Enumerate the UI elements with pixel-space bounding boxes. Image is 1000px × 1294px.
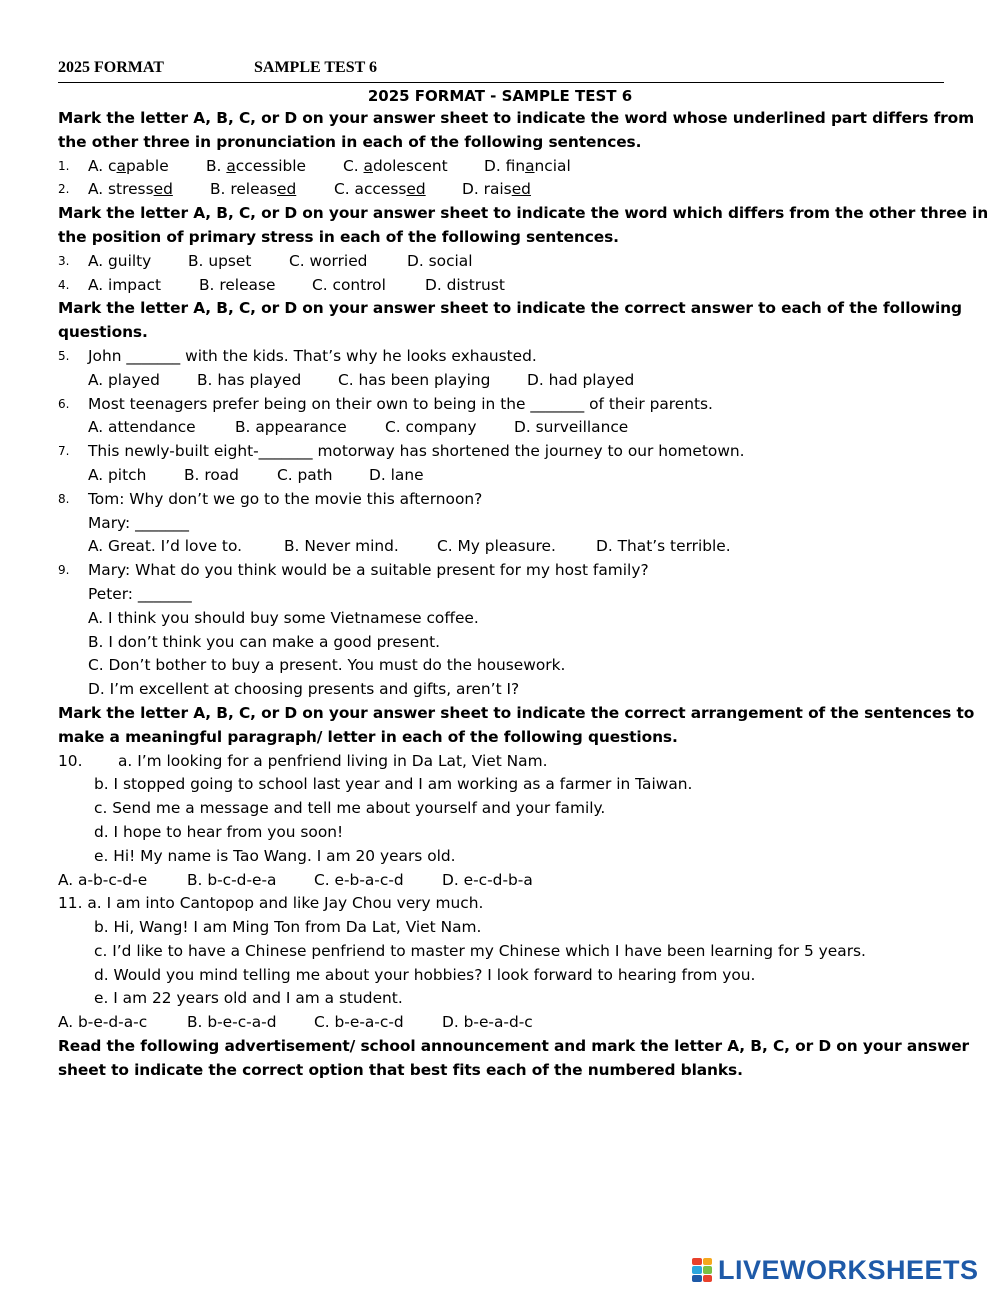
- option-c[interactable]: C. adolescent: [343, 156, 448, 175]
- question-stem: Tom: Why don’t we go to the movie this afternoon?: [88, 489, 483, 508]
- option-c[interactable]: C. has been playing: [338, 370, 491, 389]
- question-11-options: [58, 1011, 948, 1035]
- instruction-correct-answer: Mark the letter A, B, C, or D on your answer sheet to indicate the correct answer to each of the following: [58, 299, 962, 318]
- question-9-option-d: [58, 678, 948, 702]
- option-a[interactable]: A. b-e-d-a-c: [58, 1013, 148, 1032]
- option-a[interactable]: A. Great. I’d love to.: [88, 537, 243, 556]
- option-d[interactable]: D. financial: [484, 156, 571, 175]
- question-number: 5.: [58, 348, 70, 363]
- option-b[interactable]: B. I don’t think you can make a good present.: [88, 632, 441, 651]
- question-2: [58, 178, 948, 202]
- option-b[interactable]: B. has played: [197, 370, 302, 389]
- option-c[interactable]: C. My pleasure.: [437, 537, 556, 556]
- question-3: [58, 250, 948, 274]
- option-c[interactable]: C. Don’t bother to buy a present. You must do the housework.: [88, 656, 566, 675]
- instruction-stress-cont: the position of primary stress in each of the following sentences.: [58, 227, 619, 246]
- question-9-option-b: [58, 631, 948, 655]
- question-number: 2.: [58, 182, 70, 197]
- option-d[interactable]: D. raised: [462, 180, 531, 199]
- sentence-c: c. I’d like to have a Chinese penfriend to master my Chinese which I have been learning for 5 years.: [94, 941, 866, 960]
- option-b[interactable]: B. b-e-c-a-d: [187, 1013, 277, 1032]
- option-a[interactable]: A. attendance: [88, 418, 196, 437]
- question-stem: John _______ with the kids. That’s why he looks exhausted.: [88, 346, 537, 365]
- question-number: 1.: [58, 158, 70, 173]
- option-c[interactable]: C. accessed: [334, 180, 426, 199]
- logo-tile: [692, 1266, 702, 1273]
- option-b[interactable]: B. released: [210, 180, 297, 199]
- option-d[interactable]: D. I’m excellent at choosing presents and gifts, aren’t I?: [88, 680, 520, 699]
- option-d[interactable]: D. e-c-d-b-a: [442, 870, 533, 889]
- question-11-sentence-d: [58, 964, 948, 988]
- question-10: [58, 750, 948, 774]
- question-9: [58, 559, 948, 583]
- option-d[interactable]: D. lane: [369, 465, 424, 484]
- option-c[interactable]: C. b-e-a-c-d: [314, 1013, 404, 1032]
- option-b[interactable]: B. appearance: [235, 418, 347, 437]
- liveworksheets-logo[interactable]: [692, 1256, 979, 1284]
- option-a[interactable]: A. guilty: [88, 251, 152, 270]
- sentence-c: c. Send me a message and tell me about yourself and your family.: [94, 799, 606, 818]
- question-number: 6.: [58, 396, 70, 411]
- option-c[interactable]: C. worried: [289, 251, 368, 270]
- option-a[interactable]: A. impact: [88, 275, 162, 294]
- question-10-options: [58, 869, 948, 893]
- question-9-reply: [58, 583, 948, 607]
- logo-tile: [703, 1258, 713, 1265]
- question-8-options: [58, 535, 948, 559]
- option-a[interactable]: A. capable: [88, 156, 169, 175]
- option-a[interactable]: A. a-b-c-d-e: [58, 870, 148, 889]
- question-7-options: [58, 464, 948, 488]
- option-b[interactable]: B. release: [199, 275, 276, 294]
- document-body: [58, 107, 989, 1083]
- question-stem: Most teenagers prefer being on their own to being in the _______ of their parents.: [88, 394, 713, 413]
- option-b[interactable]: B. Never mind.: [284, 537, 399, 556]
- option-d[interactable]: D. distrust: [425, 275, 505, 294]
- sentence-d: d. Would you mind telling me about your hobbies? I look forward to hearing from you.: [94, 965, 756, 984]
- question-number: 9.: [58, 563, 70, 578]
- header-format: 2025 FORMAT: [58, 59, 164, 76]
- option-d[interactable]: D. had played: [527, 370, 635, 389]
- question-7: [58, 440, 948, 464]
- question-5-options: [58, 369, 948, 393]
- question-5: [58, 345, 948, 369]
- option-b[interactable]: B. upset: [188, 251, 252, 270]
- option-d[interactable]: D. social: [407, 251, 473, 270]
- option-d[interactable]: D. b-e-a-d-c: [442, 1013, 533, 1032]
- document-title: 2025 FORMAT - SAMPLE TEST 6: [367, 87, 633, 105]
- sentence-a: 11. a. I am into Cantopop and like Jay Chou very much.: [58, 894, 484, 913]
- option-a[interactable]: A. stressed: [88, 180, 173, 199]
- question-number: 3.: [58, 253, 70, 268]
- question-number: 4.: [58, 277, 70, 292]
- instruction-pronunciation: Mark the letter A, B, C, or D on your answer sheet to indicate the word whose underlined part differs from: [58, 109, 975, 127]
- option-c[interactable]: C. control: [312, 275, 386, 294]
- option-d[interactable]: D. That’s terrible.: [596, 537, 731, 556]
- header-test-name: SAMPLE TEST 6: [254, 59, 378, 76]
- instruction-reading: Read the following advertisement/ school announcement and mark the letter A, B, C, or D on your answer: [58, 1037, 970, 1056]
- option-b[interactable]: B. accessible: [206, 156, 307, 175]
- option-c[interactable]: C. path: [277, 465, 333, 484]
- instruction-correct-answer-cont: questions.: [58, 323, 148, 342]
- logo-text: LIVEWORKSHEETS: [718, 1254, 979, 1285]
- question-10-sentence-c: [58, 797, 948, 821]
- liveworksheets-logo-icon: [692, 1258, 712, 1282]
- option-b[interactable]: B. b-c-d-e-a: [187, 870, 277, 889]
- question-1: [58, 155, 948, 179]
- instruction-arrangement-cont: make a meaningful paragraph/ letter in each of the following questions.: [58, 727, 678, 746]
- instruction-arrangement: Mark the letter A, B, C, or D on your answer sheet to indicate the correct arrangement of the sentences to: [58, 703, 975, 722]
- sentence-b: b. Hi, Wang! I am Ming Ton from Da Lat, Viet Nam.: [94, 918, 482, 937]
- page-header: [58, 58, 944, 83]
- option-c[interactable]: C. company: [385, 418, 477, 437]
- instruction-pronunciation-cont: the other three in pronunciation in each of the following sentences.: [58, 132, 642, 151]
- logo-tile: [703, 1275, 713, 1282]
- question-8: [58, 488, 948, 512]
- option-c[interactable]: C. e-b-a-c-d: [314, 870, 404, 889]
- question-6-options: [58, 416, 948, 440]
- question-8-reply: [58, 512, 948, 536]
- option-b[interactable]: B. road: [184, 465, 239, 484]
- logo-tile: [703, 1266, 713, 1273]
- option-a[interactable]: A. pitch: [88, 465, 147, 484]
- option-d[interactable]: D. surveillance: [514, 418, 629, 437]
- question-number: 7.: [58, 444, 70, 459]
- sentence-e: e. Hi! My name is Tao Wang. I am 20 years old.: [94, 846, 456, 865]
- option-a[interactable]: A. I think you should buy some Vietnamese coffee.: [88, 608, 479, 627]
- question-stem: This newly-built eight-_______ motorway has shortened the journey to our hometown.: [88, 442, 745, 461]
- question-11-sentence-b: [58, 916, 948, 940]
- question-11: [58, 892, 948, 916]
- question-10-sentence-d: [58, 821, 948, 845]
- question-4: [58, 274, 948, 298]
- sentence-e: e. I am 22 years old and I am a student.: [94, 989, 403, 1008]
- instruction-stress: Mark the letter A, B, C, or D on your answer sheet to indicate the word which differs from the other three in: [58, 204, 989, 223]
- question-11-sentence-c: [58, 940, 948, 964]
- dialogue-reply: Peter: _______: [88, 584, 192, 603]
- sentence-a: a. I’m looking for a penfriend living in Da Lat, Viet Nam.: [118, 751, 548, 770]
- question-10-sentence-b: [58, 773, 948, 797]
- sentence-d: d. I hope to hear from you soon!: [94, 822, 344, 841]
- question-6: [58, 393, 948, 417]
- logo-tile: [692, 1258, 702, 1265]
- question-11-sentence-e: [58, 987, 948, 1011]
- question-number: 8.: [58, 491, 70, 506]
- option-a[interactable]: A. played: [88, 370, 160, 389]
- dialogue-reply: Mary: _______: [88, 513, 189, 532]
- question-9-option-c: [58, 654, 948, 678]
- question-10-sentence-e: [58, 845, 948, 869]
- instruction-reading-cont: sheet to indicate the correct option that best fits each of the numbered blanks.: [58, 1060, 743, 1079]
- question-number: 10.: [58, 751, 83, 770]
- question-stem: Mary: What do you think would be a suitable present for my host family?: [88, 561, 649, 580]
- logo-tile: [692, 1275, 702, 1282]
- question-9-option-a: [58, 607, 948, 631]
- sentence-b: b. I stopped going to school last year and I am working as a farmer in Taiwan.: [94, 775, 693, 794]
